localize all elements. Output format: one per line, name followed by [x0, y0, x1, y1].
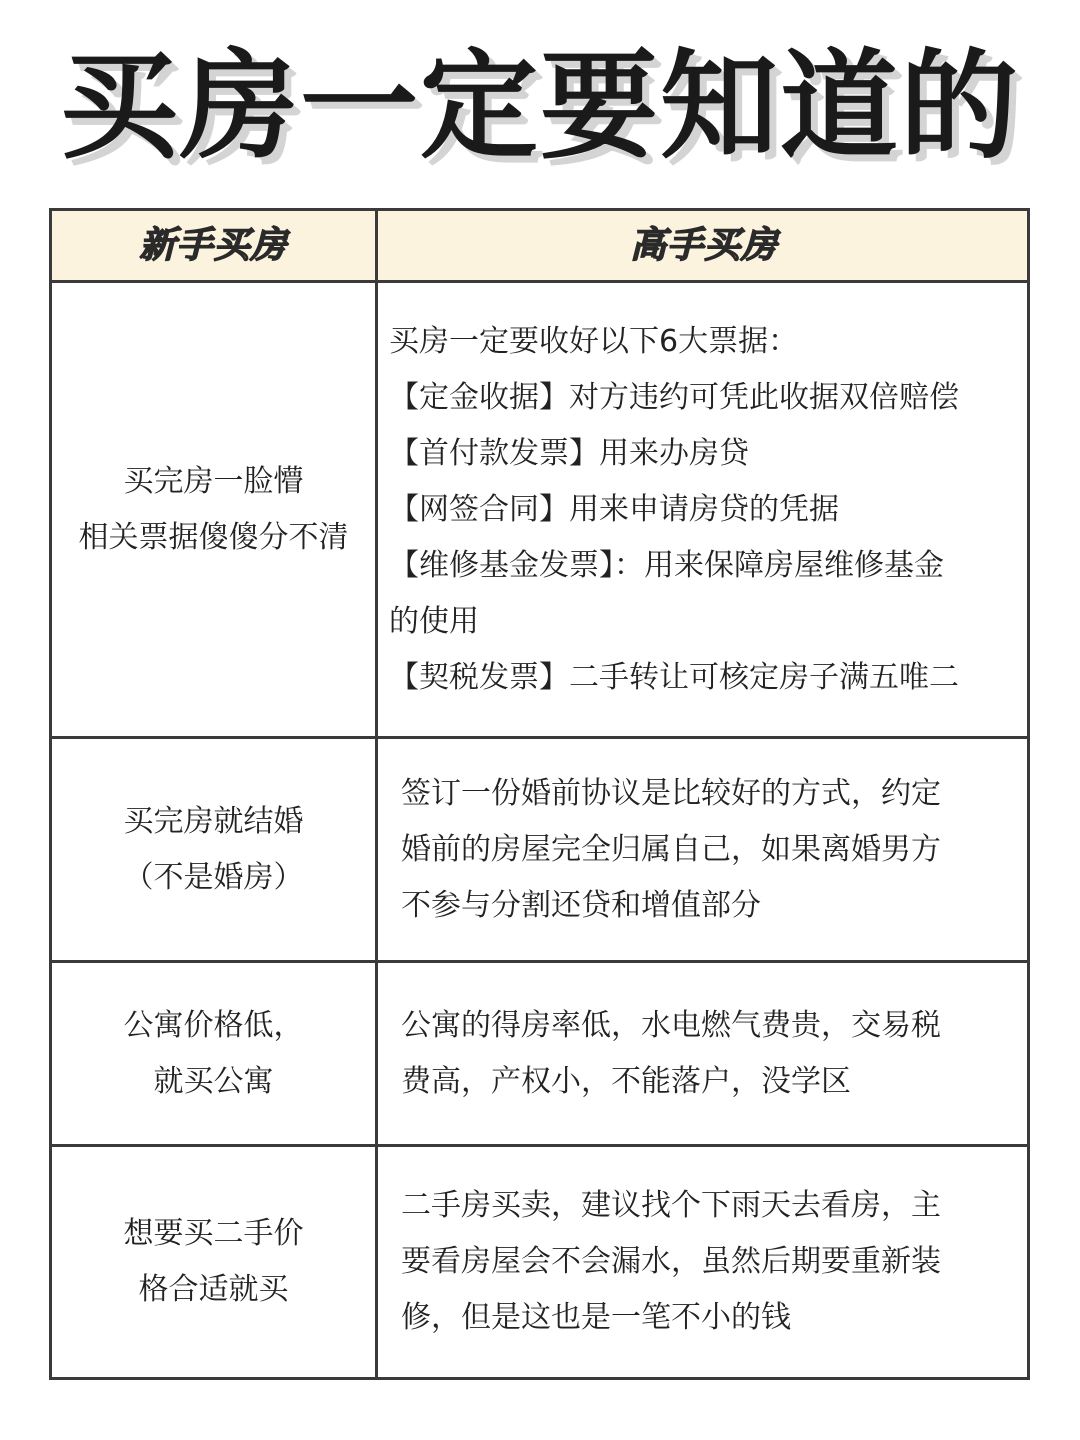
expert-text-line: 【契税发票】二手转让可核定房子满五唯二	[389, 659, 959, 695]
novice-text-line: 相关票据傻傻分不清	[78, 519, 349, 555]
novice-text-line: 买完房一脸懵	[123, 463, 304, 499]
novice-cell	[52, 739, 378, 960]
expert-text-line: 要看房屋会不会漏水，虽然后期要重新装	[401, 1244, 941, 1279]
expert-text-line: 的使用	[389, 603, 479, 639]
page-title: 买房一定要知道的	[59, 37, 1020, 175]
expert-text-line: 【维修基金发票】：用来保障房屋维修基金	[389, 547, 944, 583]
novice-text-line: 想要买二手价	[123, 1216, 304, 1251]
expert-cell	[381, 1147, 1027, 1377]
expert-text-line: 费高，产权小，不能落户，没学区	[401, 1063, 851, 1099]
comparison-table	[49, 208, 1030, 1380]
table-row	[52, 1147, 1027, 1377]
table-header-row	[52, 211, 1027, 283]
expert-text-line: 【网签合同】用来申请房贷的凭据	[389, 491, 839, 527]
expert-text-line: 不参与分割还贷和增值部分	[401, 887, 761, 923]
table-row	[52, 283, 1027, 739]
expert-text-line: 【定金收据】对方违约可凭此收据双倍赔偿	[389, 379, 959, 415]
novice-text-line: 格合适就买	[138, 1272, 289, 1307]
table-row	[52, 739, 1027, 963]
expert-text-line: 修，但是这也是一笔不小的钱	[401, 1300, 791, 1335]
novice-cell	[52, 1147, 378, 1377]
novice-cell	[52, 963, 378, 1144]
expert-text-line: 【首付款发票】用来办房贷	[389, 435, 749, 471]
expert-text-line: 婚前的房屋完全归属自己，如果离婚男方	[401, 831, 941, 867]
table-row	[52, 963, 1027, 1147]
header-novice-label: 新手买房	[139, 224, 288, 266]
expert-cell	[381, 283, 1027, 736]
expert-cell	[381, 963, 1027, 1144]
novice-text-line: （不是婚房）	[123, 859, 304, 895]
expert-text-line: 二手房买卖，建议找个下雨天去看房，主	[401, 1188, 941, 1223]
header-expert-label: 高手买房	[629, 224, 778, 266]
header-cell-expert	[381, 211, 1027, 280]
novice-cell	[52, 283, 378, 736]
novice-text-line: 就买公寓	[153, 1063, 274, 1099]
expert-text-line: 签订一份婚前协议是比较好的方式，约定	[401, 775, 941, 811]
expert-text-line: 公寓的得房率低，水电燃气费贵，交易税	[401, 1007, 941, 1043]
expert-text-line: 买房一定要收好以下6大票据：	[389, 323, 799, 359]
novice-text-line: 公寓价格低，	[123, 1007, 304, 1043]
header-cell-novice	[52, 211, 378, 280]
novice-text-line: 买完房就结婚	[123, 803, 304, 839]
expert-cell	[381, 739, 1027, 960]
